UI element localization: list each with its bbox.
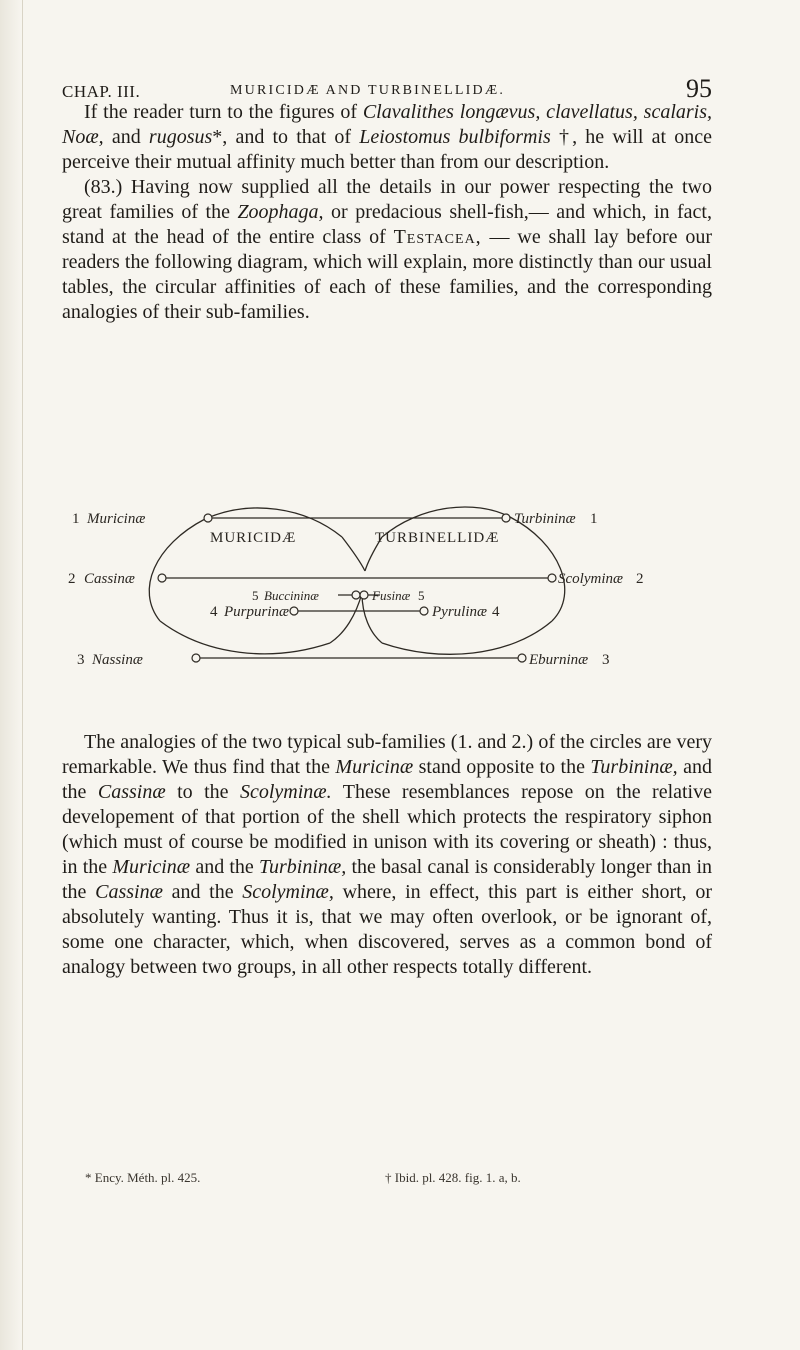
footnote-asterisk: * Ency. Méth. pl. 425. xyxy=(85,1170,201,1185)
name-left-4: Purpurinæ xyxy=(224,604,290,620)
name-left-5: Buccininæ xyxy=(264,588,319,603)
name-right-4: Pyrulinæ xyxy=(432,604,487,620)
running-title: MURICIDÆ AND TURBINELLIDÆ. xyxy=(230,83,506,98)
name-right-3: Eburninæ xyxy=(529,652,589,668)
name-right-5: Fusinæ xyxy=(372,588,411,603)
num-right-5: 5 xyxy=(418,588,425,603)
affinity-diagram xyxy=(40,505,740,695)
name-left-2: Cassinæ xyxy=(84,571,135,587)
footnote-dagger: † Ibid. pl. 428. fig. 1. a, b. xyxy=(385,1170,521,1185)
paragraph-83: (83.) Having now supplied all the details in our power respecting the two great families of the Zoophaga, or predacious shell-fish,— and which, in fact, stand at the head of the entire class of Testacea, — we shall lay before our readers the following diagram, which will explain, more distinctly than our usual tables, the circular affinities of each of these families, and the corresponding analogies of their sub-families. xyxy=(62,176,712,323)
num-right-3: 3 xyxy=(602,652,610,668)
turbinellidae-circle-arc-right xyxy=(510,517,565,621)
paragraph-analogies: The analogies of the two typical sub-families (1. and 2.) of the circles are very remarkable. We thus find that the Muricinæ stand opposite to the Turbininæ, and the Cassinæ to the Scolyminæ. These resemblances repose on the relative developement of that portion of the shell which protects the respiratory siphon (which must of course be modified in unison with its covering or sheath) : thus, in the Muricinæ and the Turbininæ, the basal canal is considerably longer than in the Cassinæ and the Scolyminæ, where, in effect, this part is either short, or absolutely wanting. Thus it is, that we may often overlook, or be ignorant of, some one character, which, when discovered, serves as a common bond of analogy between two groups, in all other respects totally different. xyxy=(62,731,713,978)
num-right-4: 4 xyxy=(492,604,500,620)
num-left-1: 1 xyxy=(72,511,80,527)
name-left-3: Nassinæ xyxy=(92,652,143,668)
muricidae-circle-arc-left xyxy=(149,519,205,621)
num-left-2: 2 xyxy=(68,571,76,587)
num-left-4: 4 xyxy=(210,604,218,620)
num-right-2: 2 xyxy=(636,571,644,587)
page-number: 95 xyxy=(686,74,712,103)
muricidae-circle-arc-bottom xyxy=(160,621,330,654)
footnotes xyxy=(85,1170,725,1190)
name-left-1: Muricinæ xyxy=(87,511,146,527)
num-left-3: 3 xyxy=(77,652,85,668)
name-right-1: Turbininæ xyxy=(514,511,576,527)
paragraph-figures-reference: If the reader turn to the figures of Clavalithes longævus, clavellatus, scalaris, Noæ, and rugosus*, and to that of Leiostomus bulbiformis †, he will at once perceive their mutual affinity much better than from our description. xyxy=(62,101,713,173)
label-turbinellidae: TURBINELLIDÆ xyxy=(375,530,500,546)
chapter-label: CHAP. III. xyxy=(62,82,141,101)
num-left-5: 5 xyxy=(252,588,259,603)
body-text-top xyxy=(62,100,712,325)
turbinellidae-circle-arc-bottom xyxy=(382,621,552,654)
body-text-bottom xyxy=(62,730,712,980)
num-right-1: 1 xyxy=(590,511,598,527)
name-right-2: Scolyminæ xyxy=(558,571,623,587)
page-binding-edge xyxy=(0,0,23,1350)
label-muricidae: MURICIDÆ xyxy=(210,530,297,546)
